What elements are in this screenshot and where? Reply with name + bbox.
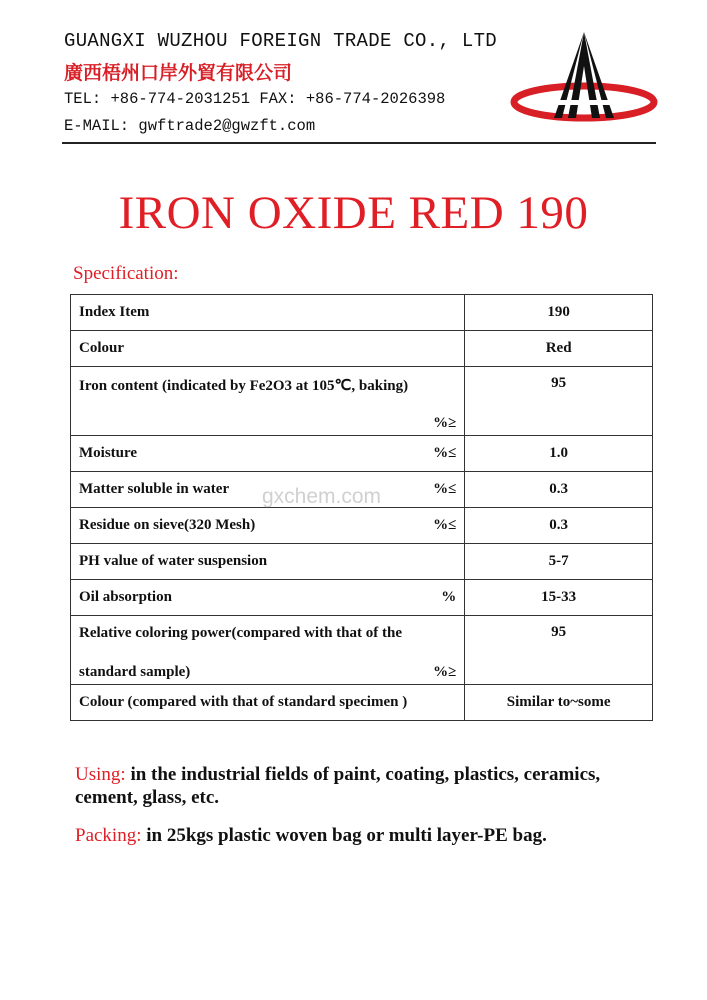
spec-value: 15-33 bbox=[465, 580, 653, 616]
spec-unit: % bbox=[441, 589, 457, 605]
table-row bbox=[71, 508, 653, 544]
table-row bbox=[71, 331, 653, 367]
table-row bbox=[71, 616, 653, 685]
spec-item: Moisture bbox=[79, 445, 138, 461]
spec-unit: %≤ bbox=[433, 445, 457, 461]
spec-value: 95 bbox=[465, 367, 653, 436]
usage-paragraph bbox=[75, 763, 665, 809]
table-row bbox=[71, 436, 653, 472]
spec-unit: %≤ bbox=[433, 517, 457, 533]
specification-table bbox=[70, 294, 653, 721]
spec-value: 190 bbox=[465, 295, 653, 331]
company-name-english: GUANGXI WUZHOU FOREIGN TRADE CO., LTD bbox=[64, 30, 497, 52]
spec-item: Iron content (indicated by Fe2O3 at 105℃, baking) bbox=[79, 378, 409, 394]
packing-paragraph bbox=[75, 824, 665, 847]
document-title: IRON OXIDE RED 190 bbox=[118, 187, 589, 239]
header-divider bbox=[62, 142, 656, 144]
table-row bbox=[71, 295, 653, 331]
spec-item-continued: standard sample) bbox=[79, 664, 191, 680]
spec-unit: %≤ bbox=[433, 481, 457, 497]
specification-heading: Specification: bbox=[73, 263, 179, 284]
table-row bbox=[71, 580, 653, 616]
spec-unit: %≥ bbox=[433, 664, 457, 680]
table-row bbox=[71, 472, 653, 508]
spec-value: Red bbox=[465, 331, 653, 367]
spec-unit: %≥ bbox=[433, 415, 457, 431]
spec-item: Relative coloring power(compared with that of the bbox=[79, 625, 402, 641]
spec-item: PH value of water suspension bbox=[71, 544, 465, 580]
packing-label: Packing: bbox=[75, 825, 142, 846]
usage-label: Using: bbox=[75, 764, 126, 785]
spec-value: 5-7 bbox=[465, 544, 653, 580]
company-logo-icon bbox=[508, 26, 660, 130]
spec-value: Similar to~some bbox=[465, 685, 653, 721]
spec-value: 95 bbox=[465, 616, 653, 685]
spec-value: 0.3 bbox=[465, 508, 653, 544]
usage-text: in the industrial fields of paint, coating, plastics, ceramics, cement, glass, etc. bbox=[75, 764, 601, 808]
spec-item: Oil absorption bbox=[79, 589, 172, 605]
spec-item: Colour (compared with that of standard specimen ) bbox=[71, 685, 465, 721]
table-row bbox=[71, 544, 653, 580]
table-row bbox=[71, 685, 653, 721]
spec-item: Matter soluble in water bbox=[79, 481, 230, 497]
contact-email: E-MAIL: gwftrade2@gwzft.com bbox=[64, 117, 316, 135]
company-name-chinese: 廣西梧州口岸外貿有限公司 bbox=[64, 62, 293, 84]
packing-text: in 25kgs plastic woven bag or multi layer-PE bag. bbox=[141, 825, 547, 846]
watermark: gxchem.com bbox=[262, 485, 382, 508]
spec-item: Colour bbox=[71, 331, 465, 367]
spec-value: 0.3 bbox=[465, 472, 653, 508]
letterhead bbox=[0, 0, 707, 150]
spec-item: Index Item bbox=[71, 295, 465, 331]
table-row bbox=[71, 367, 653, 436]
spec-item: Residue on sieve(320 Mesh) bbox=[79, 517, 256, 533]
spec-value: 1.0 bbox=[465, 436, 653, 472]
contact-phone-fax: TEL: +86-774-2031251 FAX: +86-774-2026398 bbox=[64, 90, 446, 108]
